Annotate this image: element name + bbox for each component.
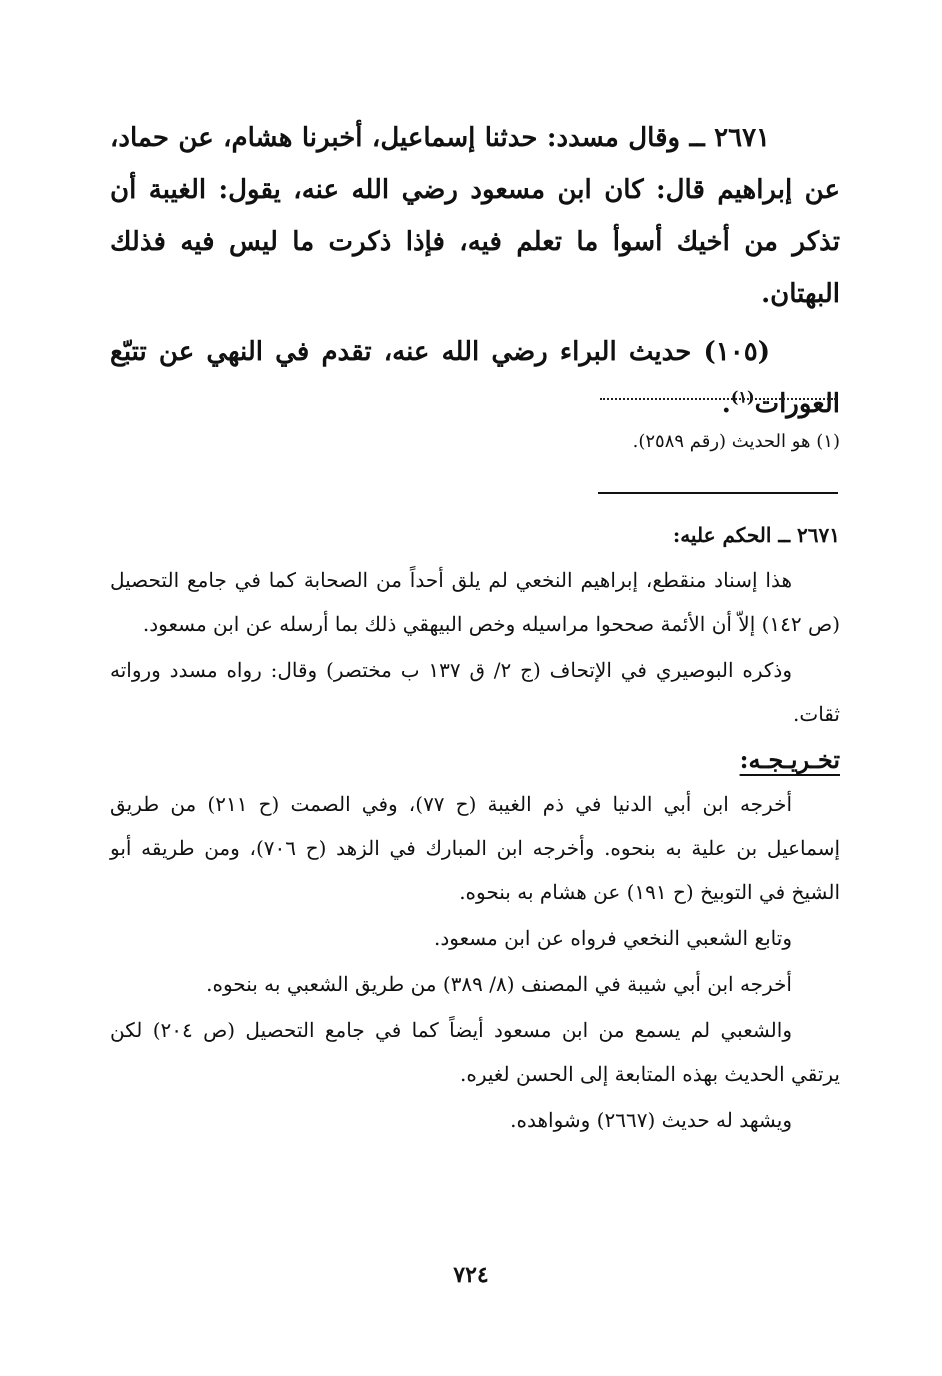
takhrij-paragraph: ويشهد له حديث (٢٦٦٧) وشواهده. (510, 1108, 792, 1132)
takhrij-paragraph: أخرجه ابن أبي شيبة في المصنف (٨/ ٣٨٩) من طريق الشعبي به بنحوه. (206, 972, 792, 996)
ruling-paragraph: هذا إسناد منقطع، إبراهيم النخعي لم يلق أحداً من الصحابة كما في جامع التحصيل (ص ١٤٢) إلاّ أن الأئمة صححوا مراسيله وخص البيهقي ذلك بما أرسله عن ابن مسعود. (110, 568, 840, 636)
hadith-105 (110, 326, 840, 430)
hadith-105-end: . (721, 389, 731, 419)
footnote-ref: (١) (730, 387, 755, 407)
takhrij-paragraph: والشعبي لم يسمع من ابن مسعود أيضاً كما في جامع التحصيل (ص ٢٠٤) لكن يرتقي الحديث بهذه المتابعة إلى الحسن لغيره. (110, 1018, 840, 1086)
footnote: (١) هو الحديث (رقم ٢٥٨٩). (632, 431, 840, 452)
hadith-2671: ٢٦٧١ ــ وقال مسدد: حدثنا إسماعيل، أخبرنا هشام، عن حماد، عن إبراهيم قال: كان ابن مسعود رضي الله عنه، يقول: الغيبة أن تذكر من أخيك أسوأ ما تعلم فيه، فإذا ذكرت ما ليس فيه فذلك البهتان. (110, 123, 840, 309)
takhrij-paragraph: وتابع الشعبي النخعي فرواه عن ابن مسعود. (433, 926, 792, 950)
takhrij-paragraph: أخرجه ابن أبي الدنيا في ذم الغيبة (ح ٧٧)، وفي الصمت (ح ٢١١) من طريق إسماعيل بن علية به بنحوه. وأخرجه ابن المبارك في الزهد (ح ٧٠٦)، ومن طريقه أبو الشيخ في التوبيخ (ح ١٩١) عن هشام به بنحوه. (110, 792, 841, 904)
page-number: ٧٢٤ (453, 1262, 489, 1288)
section-rule (598, 492, 838, 494)
takhrij-heading: تخـريـجـه: (739, 745, 840, 774)
ruling-heading: ٢٦٧١ ــ الحكم عليه: (672, 523, 840, 547)
footnote-dotted-separator (600, 398, 836, 400)
main-text-block (110, 112, 840, 430)
commentary-section (110, 518, 840, 1142)
hadith-105-text: (١٠٥) حديث البراء رضي الله عنه، تقدم في النهي عن تتبّع العورات (110, 337, 840, 419)
ruling-paragraph: وذكره البوصيري في الإتحاف (ج ٢/ ق ١٣٧ ب مختصر) وقال: رواه مسدد ورواته ثقات. (110, 658, 840, 726)
